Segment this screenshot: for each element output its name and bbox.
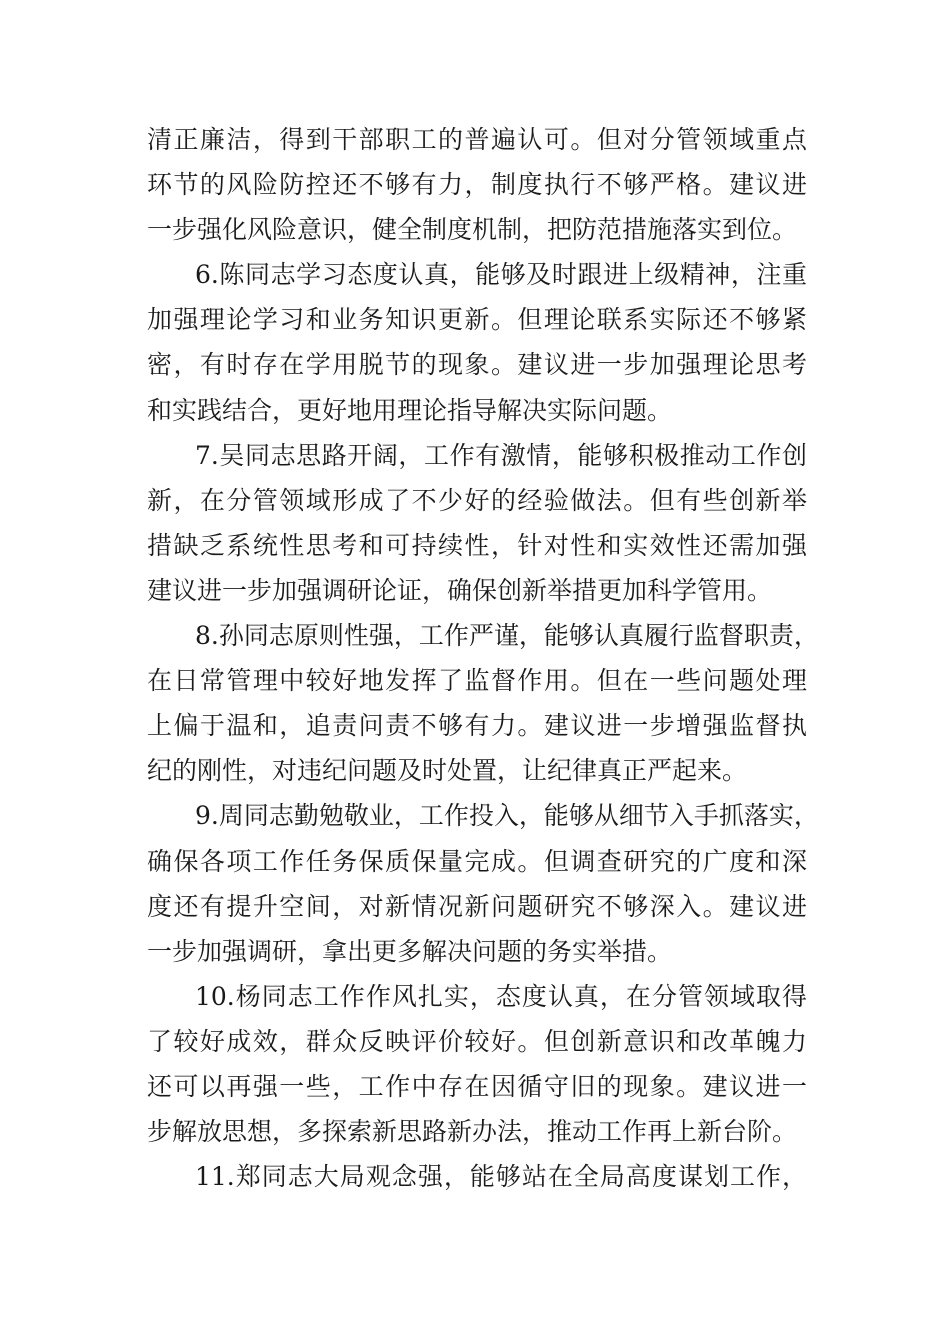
text-line: 纪的刚性，对违纪问题及时处置，让纪律真正严起来。 [147,756,748,786]
text-line: 确保各项工作任务保质保量完成。但调查研究的广度和深 [147,846,807,876]
text-line: 一步强化风险意识，健全制度机制，把防范措施落实到位。 [147,215,798,245]
paragraph [147,433,807,613]
paragraph [147,117,807,252]
text-line: 清正廉洁，得到干部职工的普遍认可。但对分管领域重点 [147,125,807,154]
text-line: 9.周同志勤勉敬业，工作投入，能够从细节入手抓落实， [195,801,819,831]
paragraph [147,1154,807,1199]
text-line: 在日常管理中较好地发挥了监督作用。但在一些问题处理 [147,666,807,696]
text-line: 8.孙同志原则性强，工作严谨，能够认真履行监督职责， [195,621,819,651]
text-line: 和实践结合，更好地用理论指导解决实际问题。 [147,395,673,425]
text-line: 新，在分管领域形成了不少好的经验做法。但有些创新举 [147,485,807,515]
text-line: 步解放思想，多探索新思路新办法，推动工作再上新台阶。 [147,1117,798,1147]
text-line: 环节的风险防控还不够有力，制度执行不够严格。建议进 [147,170,807,200]
paragraph [147,252,807,432]
text-line: 加强理论学习和业务知识更新。但理论联系实际还不够紧 [147,305,807,335]
text-line: 一步加强调研，拿出更多解决问题的务实举措。 [147,936,673,966]
text-line: 了较好成效，群众反映评价较好。但创新意识和改革魄力 [147,1026,807,1056]
text-line: 还可以再强一些，工作中存在因循守旧的现象。建议进一 [147,1071,807,1101]
text-line: 11.郑同志大局观念强，能够站在全局高度谋划工作， [195,1162,807,1192]
paragraph [147,974,807,1154]
paragraph [147,613,819,793]
text-line: 10.杨同志工作作风扎实，态度认真，在分管领域取得 [195,981,807,1011]
text-line: 建议进一步加强调研论证，确保创新举措更加科学管用。 [147,575,773,605]
text-line: 密，有时存在学用脱节的现象。建议进一步加强理论思考 [147,350,807,380]
text-line: 度还有提升空间，对新情况新问题研究不够深入。建议进 [147,891,807,921]
text-line: 6.陈同志学习态度认真，能够及时跟进上级精神，注重 [195,260,807,290]
text-line: 上偏于温和，追责问责不够有力。建议进一步增强监督执 [147,711,807,741]
paragraph [147,793,819,973]
text-line: 7.吴同志思路开阔，工作有激情，能够积极推动工作创 [195,440,807,470]
text-line: 措缺乏系统性思考和可持续性，针对性和实效性还需加强 [147,530,807,560]
document-body [147,117,819,1199]
